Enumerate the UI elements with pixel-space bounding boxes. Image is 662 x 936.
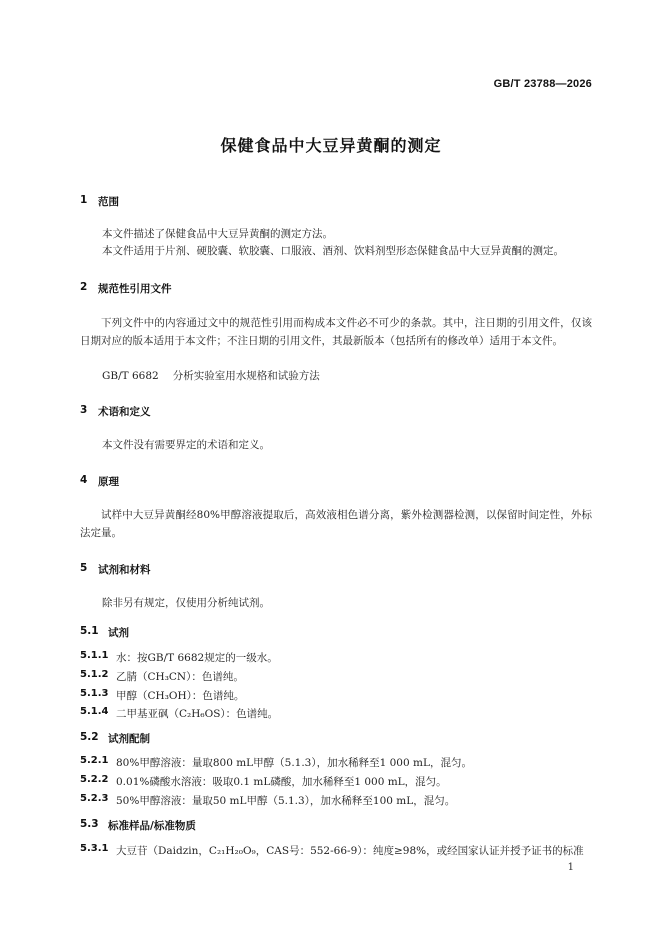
item-number: 5.2.3	[80, 793, 109, 804]
item-number: 5.1.1	[80, 650, 109, 661]
paragraph: 本文件没有需要界定的术语和定义。	[102, 439, 270, 451]
item-text: 水：按GB/T 6682规定的一级水。	[116, 652, 278, 664]
item-number: 5.3.1	[80, 843, 109, 854]
item-number: 5.1.3	[80, 688, 109, 699]
section-number: 3	[80, 404, 88, 416]
standard-number: GB/T 23788—2026	[493, 78, 592, 90]
section-number: 1	[80, 194, 88, 206]
section-number: 5	[80, 562, 88, 574]
item-text: 50%甲醇溶液：量取50 mL甲醇（5.1.3），加水稀释至100 mL，混匀。	[116, 795, 456, 807]
item-text: 80%甲醇溶液：量取800 mL甲醇（5.1.3），加水稀释至1 000 mL，混匀。	[116, 757, 472, 769]
reference-title: 分析实验室用水规格和试验方法	[172, 370, 320, 382]
document-title: 保健食品中大豆异黄酮的测定	[220, 136, 442, 155]
reference-code: GB/T 6682	[102, 370, 159, 382]
subsection-title: 标准样品/标准物质	[108, 820, 196, 832]
paragraph: 试样中大豆异黄酮经80%甲醇溶液提取后，高效液相色谱分离，紫外检测器检测，以保留时间定性，外标法定量。	[80, 509, 592, 539]
section-title: 规范性引用文件	[98, 283, 172, 295]
paragraph: 下列文件中的内容通过文中的规范性引用而构成本文件必不可少的条款。其中，注日期的引用文件，仅该日期对应的版本适用于本文件；不注日期的引用文件，其最新版本（包括所有的修改单）适用于本文件。	[80, 317, 592, 347]
section-number: 2	[80, 281, 88, 293]
item-number: 5.2.1	[80, 755, 109, 766]
item-text: 甲醇（CH₃OH）：色谱纯。	[116, 690, 245, 702]
item-number: 5.2.2	[80, 774, 109, 785]
item-text: 乙腈（CH₃CN）：色谱纯。	[116, 671, 244, 683]
paragraph: 本文件适用于片剂、硬胶囊、软胶囊、口服液、酒剂、饮料剂型形态保健食品中大豆异黄酮的测定。	[102, 245, 564, 257]
normative-reference	[102, 367, 320, 386]
subsection-number: 5.3	[80, 818, 99, 830]
subsection-title: 试剂配制	[108, 733, 150, 745]
item-number: 5.1.2	[80, 669, 109, 680]
item-text: 二甲基亚砜（C₂H₆OS）：色谱纯。	[116, 708, 279, 720]
paragraph: 除非另有规定，仅使用分析纯试剂。	[102, 597, 270, 609]
paragraph: 本文件描述了保健食品中大豆异黄酮的测定方法。	[102, 228, 333, 240]
subsection-title: 试剂	[108, 627, 129, 639]
section-title: 原理	[98, 476, 119, 488]
page-number: 1	[567, 862, 574, 873]
section-title: 术语和定义	[98, 406, 151, 418]
item-text: 大豆苷（Daidzin，C₂₁H₂₀O₉，CAS号：552-66-9）：纯度≥98%，或经国家认证并授予证书的标准	[116, 845, 584, 857]
subsection-number: 5.2	[80, 731, 99, 743]
section-number: 4	[80, 474, 88, 486]
item-text: 0.01%磷酸水溶液：吸取0.1 mL磷酸，加水稀释至1 000 mL，混匀。	[116, 776, 447, 788]
item-number: 5.1.4	[80, 706, 109, 717]
subsection-number: 5.1	[80, 625, 99, 637]
section-title: 范围	[98, 196, 119, 208]
section-title: 试剂和材料	[98, 564, 151, 576]
